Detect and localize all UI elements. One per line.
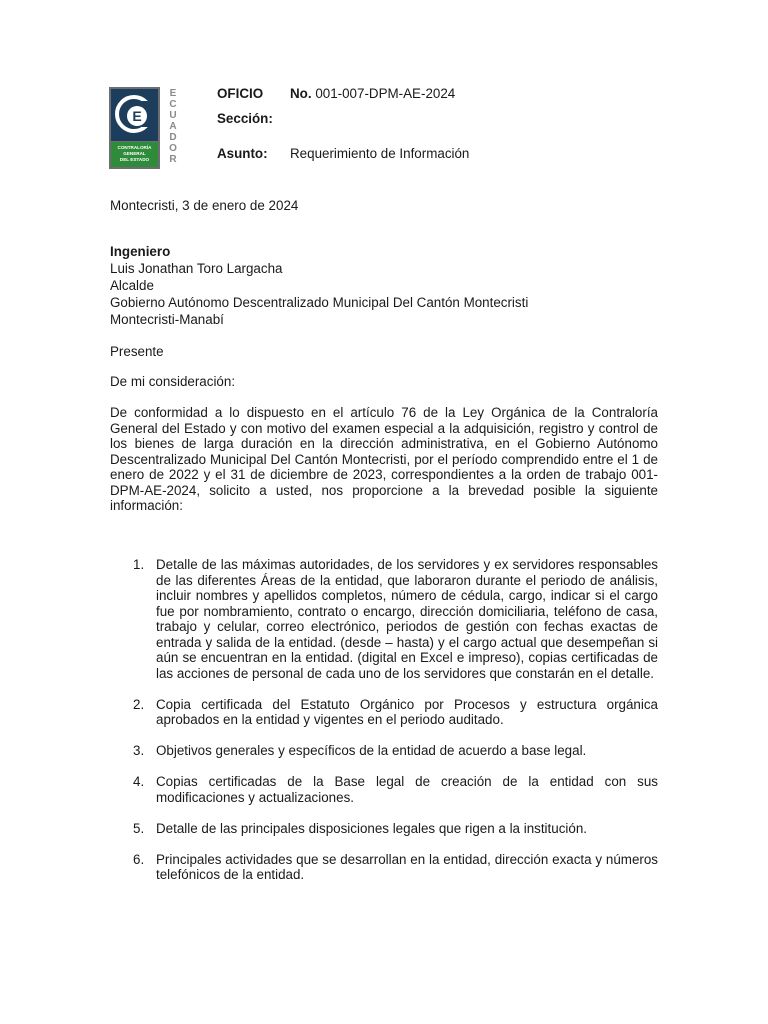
list-item <box>110 821 658 837</box>
recipient-institution: Gobierno Autónomo Descentralizado Municipal Del Cantón Montecristi <box>110 295 529 310</box>
list-item-number: 2. <box>133 696 145 712</box>
asunto-value: Requerimiento de Información <box>290 146 470 161</box>
no-label: No. <box>290 86 312 101</box>
svg-text:CONTRALORÍA: CONTRALORÍA <box>117 145 152 150</box>
svg-text:E: E <box>169 88 177 99</box>
list-item-number: 1. <box>133 557 145 572</box>
list-item <box>110 852 658 883</box>
svg-text:R: R <box>169 154 177 165</box>
list-item <box>110 774 658 805</box>
salutation: De mi consideración: <box>110 374 236 389</box>
recipient-location: Montecristi-Manabí <box>110 312 224 327</box>
oficio-label: OFICIO <box>217 86 264 101</box>
recipient-title: Ingeniero <box>110 244 171 259</box>
no-value: 001-007-DPM-AE-2024 <box>315 86 456 101</box>
list-item-text: Copias certificadas de la Base legal de creación de la entidad con sus modificaciones y actualizaciones. <box>156 774 658 805</box>
list-item-number: 3. <box>133 743 145 758</box>
presente: Presente <box>110 344 164 359</box>
list-item-text: Principales actividades que se desarrollan en la entidad, dirección exacta y números telefónicos de la entidad. <box>156 851 658 882</box>
recipient-block <box>110 244 658 328</box>
svg-text:C: C <box>169 99 177 110</box>
list-item <box>110 743 658 759</box>
svg-text:GENERAL: GENERAL <box>123 151 146 156</box>
svg-text:E: E <box>132 108 142 124</box>
list-item-text: Copia certificada del Estatuto Orgánico por Procesos y estructura orgánica aprobados en la entidad y vigentes en el periodo auditado. <box>156 696 658 727</box>
requirements-list <box>110 557 658 898</box>
list-item <box>110 557 658 681</box>
list-item-text: Detalle de las principales disposiciones legales que rigen a la institución. <box>156 820 587 836</box>
svg-text:A: A <box>169 121 177 132</box>
seccion-label: Sección: <box>217 111 273 126</box>
contraloria-logo <box>109 87 181 169</box>
asunto-label: Asunto: <box>217 146 268 161</box>
svg-text:U: U <box>169 110 177 121</box>
list-item-number: 6. <box>133 851 145 867</box>
list-item-text: Detalle de las máximas autoridades, de los servidores y ex servidores responsables de las diferentes Áreas de la entidad, que laboraron durante el periodo de análisis, incluir nombres y apellidos completos, número de cédula, cargo, indicar si el cargo fue por nombramiento, contrato o encargo, dirección domiciliaria, teléfono de casa, trabajo y celular, correo electrónico, periodos de gestión con fechas exactas de entrada y salida de la entidad. (desde – hasta) y el cargo actual que desempeñan si aún se encuentran en la entidad. (digital en Excel e impreso), copias certificadas de las acciones de personal de cada uno de los servidores que constarán en el detalle. <box>156 557 658 681</box>
recipient-position: Alcalde <box>110 278 154 293</box>
recipient-name: Luis Jonathan Toro Largacha <box>110 261 283 276</box>
list-item-number: 5. <box>133 820 145 836</box>
svg-text:O: O <box>169 143 177 154</box>
svg-text:D: D <box>169 132 177 143</box>
oficio-number <box>290 86 455 102</box>
list-item-number: 4. <box>133 774 145 789</box>
intro-paragraph: De conformidad a lo dispuesto en el artículo 76 de la Ley Orgánica de la Contraloría General del Estado y con motivo del examen especial a la adquisición, registro y control de los bienes de larga duración en la dirección administrativa, en el Gobierno Autónomo Descentralizado Municipal Del Cantón Montecristi, por el período comprendido entre el 1 de enero de 2022 y el 31 de diciembre de 2023, correspondientes a la orden de trabajo 001-DPM-AE-2024, solicito a usted, nos proporcione a la brevedad posible la siguiente información: <box>110 405 658 513</box>
list-item <box>110 697 658 728</box>
list-item-text: Objetivos generales y específicos de la entidad de acuerdo a base legal. <box>156 743 587 758</box>
svg-text:DEL ESTADO: DEL ESTADO <box>119 157 150 162</box>
date-line: Montecristi, 3 de enero de 2024 <box>110 198 299 213</box>
